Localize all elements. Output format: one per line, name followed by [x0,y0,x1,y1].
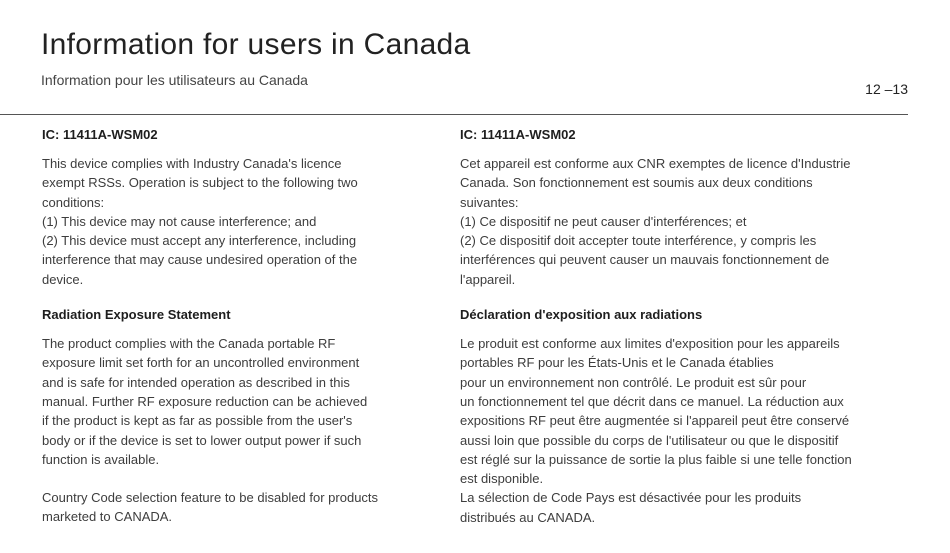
text-line: portables RF pour les États-Unis et le Canada établies [460,355,774,371]
text-line: expositions RF peut être augmentée si l'appareil peut être conservé [460,413,850,429]
text-line: and is safe for intended operation as described in this [42,374,350,390]
text-line: This device complies with Industry Canada's licence [42,156,342,171]
text-line: function is available. [42,451,160,467]
text-line: aussi loin que possible du corps de l'utilisateur ou que le dispositif [460,432,839,448]
french-radiation-paragraph [460,334,920,527]
text-line: l'appareil. [460,271,516,287]
french-compliance-paragraph [460,154,920,289]
french-column [460,126,920,527]
text-line: interference that may cause undesired operation of the [42,252,358,268]
text-line: exempt RSSs. Operation is subject to the following two [42,175,358,191]
text-line: pour un environnement non contrôlé. Le produit est sûr pour [460,374,807,390]
text-line: Country Code selection feature to be disabled for products [42,490,379,506]
text-line: (2) Ce dispositif doit accepter toute interférence, y compris les [460,233,817,249]
text-line: distribués au CANADA. [460,509,596,525]
english-radiation-heading: Radiation Exposure Statement [42,307,231,323]
text-line: est disponible. [460,471,544,487]
text-line: (1) Ce dispositif ne peut causer d'interférences; et [460,213,747,229]
text-line: Cet appareil est conforme aux CNR exemptes de licence d'Industrie [460,156,851,171]
text-line: if the product is kept as far as possible from the user's [42,413,353,429]
text-line: conditions: [42,194,105,210]
text-line: un fonctionnement tel que décrit dans ce manuel. La réduction aux [460,393,844,409]
page-number: 12 –13 [865,81,908,97]
english-column [42,126,437,527]
english-compliance-paragraph [42,154,437,289]
text-line: (2) This device must accept any interference, including [42,233,357,249]
english-ic-heading: IC: 11411A-WSM02 [42,127,158,142]
text-line: marketed to CANADA. [42,509,173,525]
text-line: body or if the device is set to lower output power if such [42,432,362,448]
text-line: Le produit est conforme aux limites d'exposition pour les appareils [460,336,840,352]
french-radiation-heading: Déclaration d'exposition aux radiations [460,307,703,323]
page-title: Information for users in Canada [41,28,471,61]
text-line: manual. Further RF exposure reduction can be achieved [42,393,368,409]
text-line: (1) This device may not cause interference; and [42,213,317,229]
text-line: suivantes: [460,194,519,210]
header-divider [0,114,908,115]
page-subtitle: Information pour les utilisateurs au Canada [41,72,308,88]
text-line: The product complies with the Canada portable RF [42,336,336,352]
english-country-code-paragraph [42,488,437,527]
text-line: interférences qui peuvent causer un mauvais fonctionnement de [460,252,830,268]
text-line: est réglé sur la puissance de sortie la plus faible si une telle fonction [460,451,852,467]
text-line: device. [42,271,84,287]
french-ic-heading: IC: 11411A-WSM02 [460,127,576,142]
text-line: La sélection de Code Pays est désactivée pour les produits [460,490,802,506]
english-radiation-paragraph [42,334,437,469]
text-line: Canada. Son fonctionnement est soumis aux deux conditions [460,175,813,191]
text-line: exposure limit set forth for an uncontrolled environment [42,355,360,371]
